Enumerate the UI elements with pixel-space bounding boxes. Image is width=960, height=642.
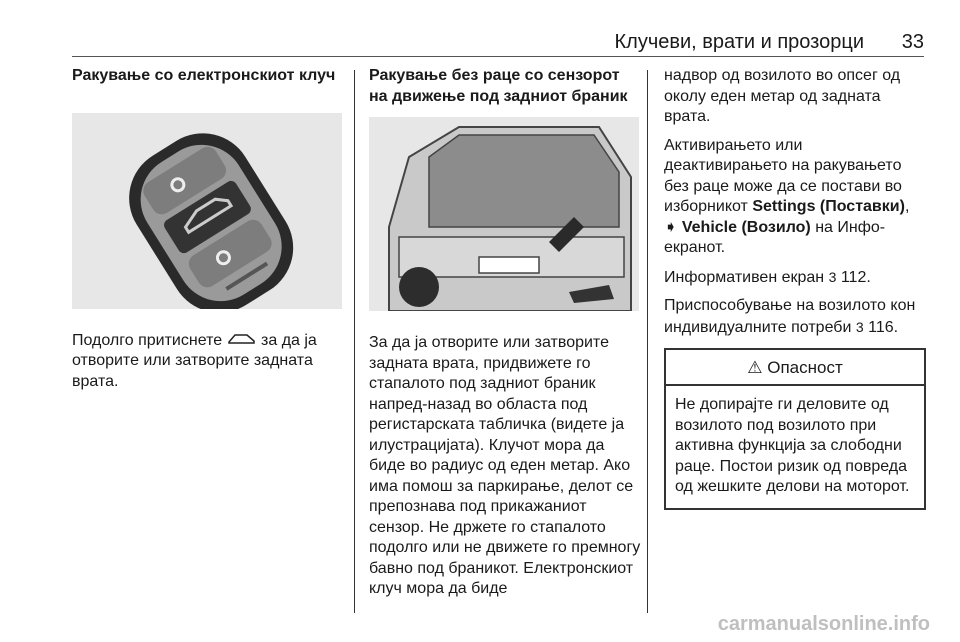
- key-fob-figure: [72, 113, 342, 309]
- arrow-icon: ➧: [664, 218, 678, 236]
- chapter-title: Клучеви, врати и прозорци: [614, 31, 864, 53]
- page-reference-icon: 3: [855, 318, 864, 335]
- settings-paragraph: Активирањето или деактивирањето на ракувањето без раце може да се постави во изборникот Settings (Поставки), ➧ Vehicle (Возило) на Инфо-екранот.: [664, 136, 910, 256]
- column-divider: [647, 70, 648, 613]
- page-number: 33: [901, 31, 924, 53]
- paragraph: надвор од возилото во опсег од околу еден метар од задната врата.: [664, 67, 901, 125]
- warning-title: Опасност: [767, 358, 843, 377]
- handsfree-description: За да ја отворите или затворите задната врата, придвижете го стапалото под задниот браник напред-назад во областа под регистарската табличка (видете ја илустрацијата). Клучот мора да биде во радиус од еден метар. Ако има помош за паркирање, делот се препознава под прикажаниот сензор. Не држете го стапалото подолго или не движете го премногу бавно под браникот. Електронскиот клуч мора да биде: [369, 334, 641, 597]
- section-heading: Ракување со електронскиот клуч: [72, 67, 336, 84]
- car-rear-figure: [369, 117, 639, 311]
- column-3: [664, 66, 926, 510]
- press-instruction: Подолго притиснете за да ја отворите или затворите задната врата.: [72, 331, 317, 390]
- car-rear-sensor-illustration: [369, 117, 639, 311]
- warning-icon: ⚠: [747, 358, 763, 377]
- warning-text: Не допирајте ги деловите од возилото под возилото при активна функција за слободни раце. Постои ризик од повреда од жешките делови на моторот.: [675, 396, 910, 495]
- column-1: [72, 66, 344, 400]
- menu-settings: Settings (Поставки): [752, 198, 905, 215]
- warning-box: [664, 348, 926, 510]
- tailgate-button-icon: [227, 332, 261, 349]
- page-reference-icon: 3: [828, 268, 837, 285]
- column-divider: [354, 70, 355, 613]
- page-header: [72, 0, 924, 57]
- warning-header: [666, 350, 924, 386]
- column-2: [369, 66, 641, 608]
- reference-paragraph: Информативен екран 3 112.: [664, 268, 871, 286]
- reference-paragraph: Приспособување на возилото кон индивидуалните потреби 3 116.: [664, 297, 916, 336]
- key-fob-illustration: [72, 113, 342, 309]
- menu-vehicle: Vehicle (Возило): [681, 218, 811, 236]
- section-heading: Ракување без раце со сензорот на движење под задниот браник: [369, 67, 628, 105]
- watermark: carmanualsonline.info: [717, 613, 930, 635]
